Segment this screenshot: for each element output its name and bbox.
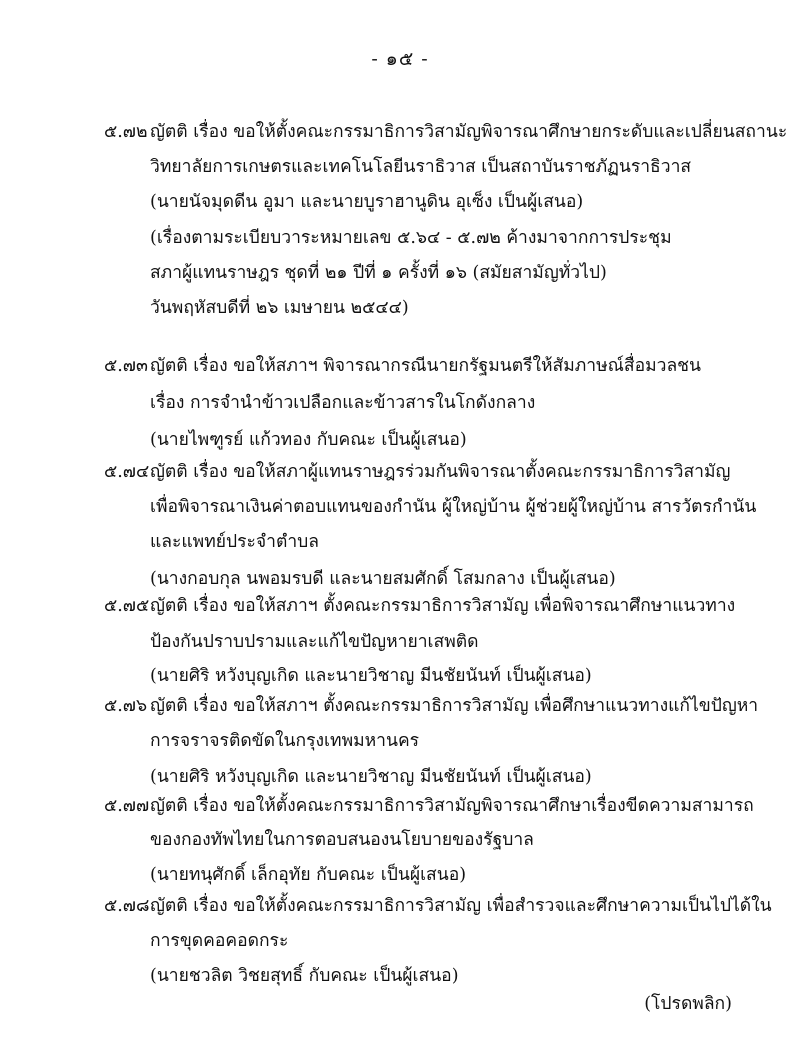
agenda-item-title: ญัตติ เรื่อง ขอให้ตั้งคณะกรรมาธิการวิสามัญ เพื่อสำรวจและศึกษาความเป็นไปได้ใน: [150, 896, 772, 916]
agenda-item-number: ๕.๗๖: [104, 696, 148, 716]
agenda-item-title: ญัตติ เรื่อง ขอให้สภาฯ ตั้งคณะกรรมาธิการวิสามัญ เพื่อศึกษาแนวทางแก้ไขปัญหา: [150, 696, 759, 716]
agenda-item-number: ๕.๗๓: [104, 356, 148, 376]
agenda-item-text-line: การขุดคอคอดกระ: [150, 931, 289, 951]
agenda-item-text-line: (เรื่องตามระเบียบวาระหมายเลข ๕.๖๔ - ๕.๗๒ ค้างมาจากการประชุม: [150, 228, 672, 248]
agenda-item-text-line: และแพทย์ประจำตำบล: [150, 532, 320, 552]
agenda-item-text-line: (นายไพฑูรย์ แก้วทอง กับคณะ เป็นผู้เสนอ): [150, 430, 467, 450]
agenda-item-number: ๕.๗๗: [104, 796, 150, 816]
please-turn-over-note: (โปรดพลิก): [644, 994, 732, 1014]
agenda-item-number: ๕.๗๒: [104, 122, 148, 142]
agenda-item-text-line: (นายทนุศักดิ์ เล็กอุทัย กับคณะ เป็นผู้เสนอ): [150, 865, 467, 885]
agenda-item-text-line: ป้องกันปราบปรามและแก้ไขปัญหายาเสพติด: [150, 632, 479, 652]
agenda-item-text-line: (นายศิริ หวังบุญเกิด และนายวิชาญ มีนชัยนันท์ เป็นผู้เสนอ): [150, 666, 592, 686]
agenda-item-text-line: (นายนัจมุดดีน อูมา และนายบูราฮานูดิน อุเซ็ง เป็นผู้เสนอ): [150, 192, 584, 212]
agenda-item-number: ๕.๗๘: [104, 896, 150, 916]
agenda-item-title: ญัตติ เรื่อง ขอให้สภาฯ ตั้งคณะกรรมาธิการวิสามัญ เพื่อพิจารณาศึกษาแนวทาง: [150, 596, 736, 616]
agenda-item-text-line: (นายศิริ หวังบุญเกิด และนายวิชาญ มีนชัยนันท์ เป็นผู้เสนอ): [150, 767, 592, 787]
agenda-item-text-line: การจราจรติดขัดในกรุงเทพมหานคร: [150, 731, 420, 751]
agenda-item-title: ญัตติ เรื่อง ขอให้สภาผู้แทนราษฎรร่วมกันพิจารณาตั้งคณะกรรมาธิการวิสามัญ: [150, 462, 731, 482]
agenda-item-text-line: เรื่อง การจำนำข้าวเปลือกและข้าวสารในโกดังกลาง: [150, 393, 536, 413]
agenda-item-text-line: สภาผู้แทนราษฎร ชุดที่ ๒๑ ปีที่ ๑ ครั้งที่ ๑๖ (สมัยสามัญทั่วไป): [150, 263, 607, 283]
page-number: - ๑๕ -: [371, 48, 429, 70]
agenda-item-text-line: (นางกอบกุล นพอมรบดี และนายสมศักดิ์ โสมกลาง เป็นผู้เสนอ): [150, 569, 616, 589]
agenda-item-text-line: ของกองทัพไทยในการตอบสนองนโยบายของรัฐบาล: [150, 830, 534, 850]
agenda-item-number: ๕.๗๕: [104, 596, 150, 616]
agenda-item-text-line: วิทยาลัยการเกษตรและเทคโนโลยีนราธิวาส เป็นสถาบันราชภัฏนราธิวาส: [150, 157, 692, 177]
agenda-item-number: ๕.๗๔: [104, 462, 150, 482]
agenda-item-text-line: (นายชวลิต วิชยสุทธิ์ กับคณะ เป็นผู้เสนอ): [150, 966, 459, 986]
agenda-item-title: ญัตติ เรื่อง ขอให้ตั้งคณะกรรมาธิการวิสามัญพิจารณาศึกษาเรื่องขีดความสามารถ: [150, 796, 754, 816]
agenda-item-title: ญัตติ เรื่อง ขอให้สภาฯ พิจารณากรณีนายกรัฐมนตรีให้สัมภาษณ์สื่อมวลชน: [150, 356, 702, 376]
agenda-item-text-line: เพื่อพิจารณาเงินค่าตอบแทนของกำนัน ผู้ใหญ่บ้าน ผู้ช่วยผู้ใหญ่บ้าน สารวัตรกำนัน: [150, 497, 757, 517]
agenda-item-text-line: วันพฤหัสบดีที่ ๒๖ เมษายน ๒๕๔๔): [150, 298, 409, 318]
agenda-item-title: ญัตติ เรื่อง ขอให้ตั้งคณะกรรมาธิการวิสามัญพิจารณาศึกษายกระดับและเปลี่ยนสถานะ: [150, 122, 788, 142]
